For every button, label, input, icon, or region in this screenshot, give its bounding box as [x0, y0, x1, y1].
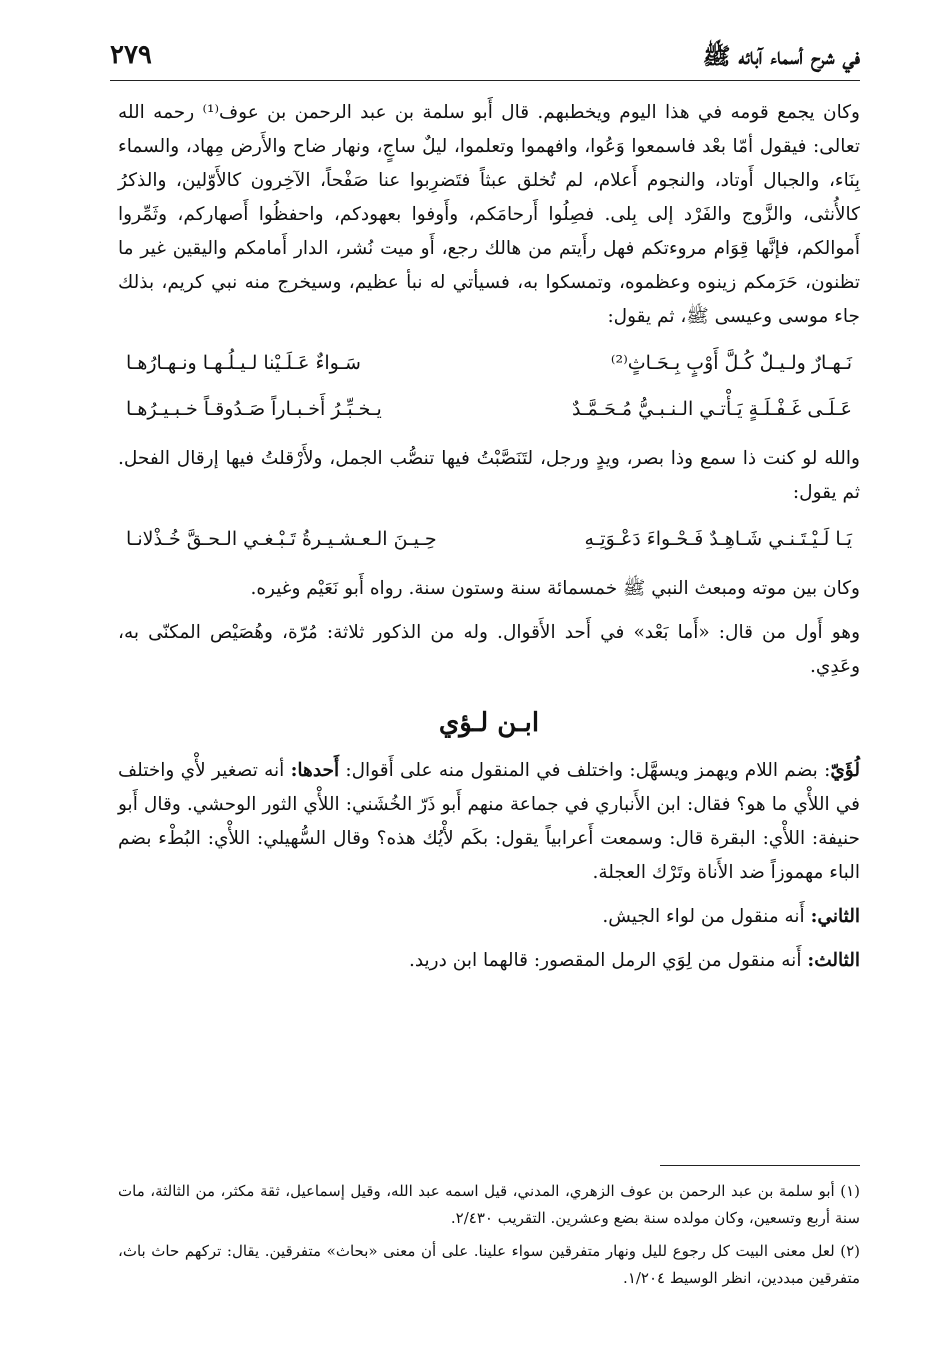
third-opinion-label: الثالث: [807, 950, 860, 971]
verse-second-hemistich: سَـواءٌ عَـلَـيْنا لـيـلُـهـا ونـهـارُهـا [126, 352, 361, 374]
second-opinion-text: أَنه منقول من لواء الجيش. [602, 906, 811, 927]
paragraph-sermon: وكان يجمع قومه في هذا اليوم ويخطبهم. قال أَبو سلمة بن عبد الرحمن بن عوف⁽¹⁾ رحمه الله تعالى: فيقول أمّا بعْد فاسمعوا وَعُوا، وافهموا وتعلموا، ليلٌ ساجٍ، ونهار ضاح والأَرض مِهاد، والسماء بِنَاء، والجبال أَوتاد، والنجوم أَعلام، لم تُخلق عبثاً فتَضرِبوا عنا صَفْحاً، الآخِرون كالأَوّلين، والذكرُ كالأُنثى، والزَّوج والفَرْد إلى بِلى. فصِلُوا أَرحامَكم، وأَوفوا بعهودكم، واحفظُوا أَصهاركم، وثَمِّروا أَموالكم، فإنَّها قِوَام مروءتكم فهل رأَيتم من هالك رجع، أَو ميت نُشر، الدار أَمامكم واليقين غير ما تظنون، حَرَمكم زينوه وعظموه، وتمسكوا به، فسيأتي له نبأ عظيم، وسيخرج منه نبي كريم، بذلك جاء موسى وعيسى ﷺ، ثم يقول: [118, 102, 860, 327]
poem-verses-1 [118, 340, 860, 432]
verse-second-hemistich: يـخـبِّـرُ أَخـبـاراً صَـدُوقـاً خـبـيـرُهـا [126, 398, 382, 420]
third-opinion-text: أَنه منقول من لِوَي الرمل المقصور: قالهما ابن دريد. [408, 950, 808, 971]
first-opinion-label: أَحدها: [290, 760, 340, 781]
verse-line [118, 516, 860, 562]
verse-first-hemistich: نَـهـارٌ ولـيـلٌ كُـلَّ أَوْبٍ بِـحَـاثٍ⁽²⁾ [610, 352, 852, 374]
intro-text: : بضم اللام ويهمز ويسهَّل: واختلف في المنقول منه على أَقوال: [339, 760, 831, 781]
verse-first-hemistich: عَـلَـى غَـفْـلَـةٍ يَـأْتـي الـنـبـيُّ مُـحَـمَّـدٌ [572, 398, 852, 420]
running-header [110, 40, 860, 81]
footnote-1: (١) أبو سلمة بن عبد الرحمن بن عوف الزهري، المدني، قيل اسمه عبد الله، وقيل إسماعيل، ثقة مكثر، من الثالثة، مات سنة أربع وتسعين، وكان مولده سنة بضع وعشرين. التقريب ٢/٤٣٠. [118, 1182, 860, 1227]
first-opinion-text: أنه تصغير لأْي واختلف في اللأْي ما هو؟ فقال: ابن الأَنباري في جماعة منهم أَبو ذَرّ الخُشَني: اللأْي الثور الوحشي. وقال أَبو حنيفة: اللأْي: البقرة قال: وسمعت أَعرابياً يقول: بكَم لأْيُك هذه؟ وقال السُّهيلي: اللأْي: البُطْء بضم الباء مهموزاً ضد الأَناة وتَرْك العجلة. [118, 760, 860, 883]
paragraph-children: وهو أَول من قال: «أَما بَعْد» في أَحد الأَقوال. وله من الذكور ثلاثة: مُرّة، وهُصَيْص المكنّى به، وعَدِي. [118, 622, 860, 677]
main-text [118, 96, 860, 978]
footnote-2: (٢) لعل معنى البيت كل رجوع لليل ونهار متفرقين سواء علينا. على أن معنى «بحاث» متفرقين. يقال: تركهم حاث باث، متفرقين مبددين، انظر الوسيط ١/٢٠٤. [118, 1242, 860, 1287]
second-opinion-label: الثاني: [810, 906, 860, 927]
verse-first-hemistich: يَـا لَـيْـتَـنـي شَـاهِـدٌ فَـحْـواءَ دَعْـوَتِـهِ [584, 528, 852, 550]
paragraph-death-date: وكان بين موته ومبعث النبي ﷺ خمسمائة سنة وستون سنة. رواه أَبو نَعَيْم وغيره. [250, 578, 860, 599]
paragraph-oath: والله لو كنت ذا سمع وذا بصر، ويدٍ ورجل، لتَنَصَّبْتُ فيها تنصُّب الجمل، ولأَرْقلتُ فيها إرقال الفحل. ثم يقول: [118, 448, 860, 503]
poem-verses-2 [118, 516, 860, 562]
footnotes [118, 1178, 860, 1298]
verse-line [118, 340, 860, 386]
paragraph-luayy [118, 754, 860, 890]
paragraph-third-opinion [118, 944, 860, 978]
paragraph-second-opinion [118, 900, 860, 934]
footnote-divider [660, 1165, 860, 1166]
section-heading: ابـن لـؤي [438, 708, 540, 738]
verse-line [118, 386, 860, 432]
header-title: في شرح أسماء آبائه ﷺ [702, 43, 860, 70]
page-number: ٢٧٩ [110, 40, 152, 70]
term-luayy: لُؤَيّ [830, 760, 861, 781]
verse-second-hemistich: حِـيـنَ الـعـشـيـرةُ تَـبْـغـي الـحـقَّ خُـذْلانـا [126, 528, 437, 550]
